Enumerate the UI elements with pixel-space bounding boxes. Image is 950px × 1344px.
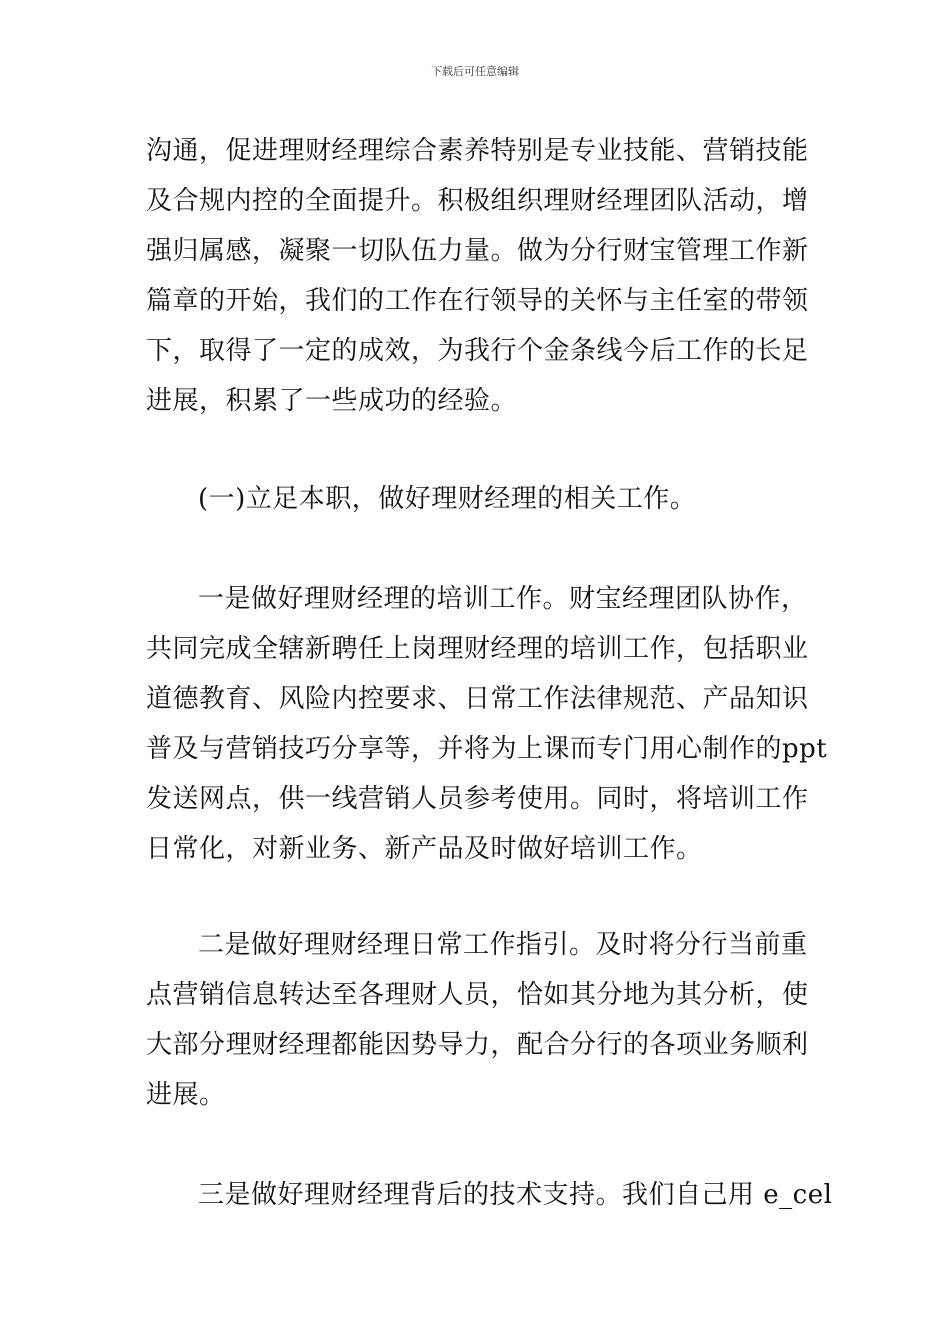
text-line: 日常化，对新业务、新产品及时做好培训工作。 [146, 834, 703, 864]
text-line: 及合规内控的全面提升。积极组织理财经理团队活动，增 [146, 186, 809, 216]
text-line: 道德教育、风险内控要求、日常工作法律规范、产品知识 [146, 684, 809, 714]
text-line: 共同完成全辖新聘任上岗理财经理的培训工作，包括职业 [146, 634, 809, 664]
text-line: 进展。 [146, 1080, 226, 1110]
text-line: 普及与营销技巧分享等，并将为上课而专门用心制作的ppt [146, 734, 828, 764]
paragraph-5 [146, 1170, 833, 1220]
text-line: 发送网点，供一线营销人员参考使用。同时，将培训工作 [146, 784, 809, 814]
text-line: 三是做好理财经理背后的技术支持。我们自己用 e_cel [198, 1180, 833, 1210]
text-line: 大部分理财经理都能因势导力，配合分行的各项业务顺利 [146, 1030, 809, 1060]
text-line: 沟通，促进理财经理综合素养特别是专业技能、营销技能 [146, 136, 809, 166]
text-line: 强归属感，凝聚一切队伍力量。做为分行财宝管理工作新 [146, 236, 809, 266]
text-line: 点营销信息转达至各理财人员，恰如其分地为其分析，使 [146, 980, 809, 1010]
text-line: 篇章的开始，我们的工作在行领导的关怀与主任室的带领 [146, 286, 809, 316]
text-line: 下，取得了一定的成效，为我行个金条线今后工作的长足 [146, 336, 809, 366]
paragraph-1 [146, 126, 808, 426]
paragraph-3 [146, 574, 828, 874]
text-line: (一)立足本职，做好理财经理的相关工作。 [198, 484, 697, 514]
text-line: 二是做好理财经理日常工作指引。及时将分行当前重 [198, 930, 808, 960]
text-line: 进展，积累了一些成功的经验。 [146, 386, 518, 416]
text-line: 一是做好理财经理的培训工作。财宝经理团队协作， [198, 584, 808, 614]
page-header: 下载后可任意编辑 [431, 65, 519, 78]
section-heading [146, 474, 808, 524]
paragraph-4 [146, 920, 808, 1120]
